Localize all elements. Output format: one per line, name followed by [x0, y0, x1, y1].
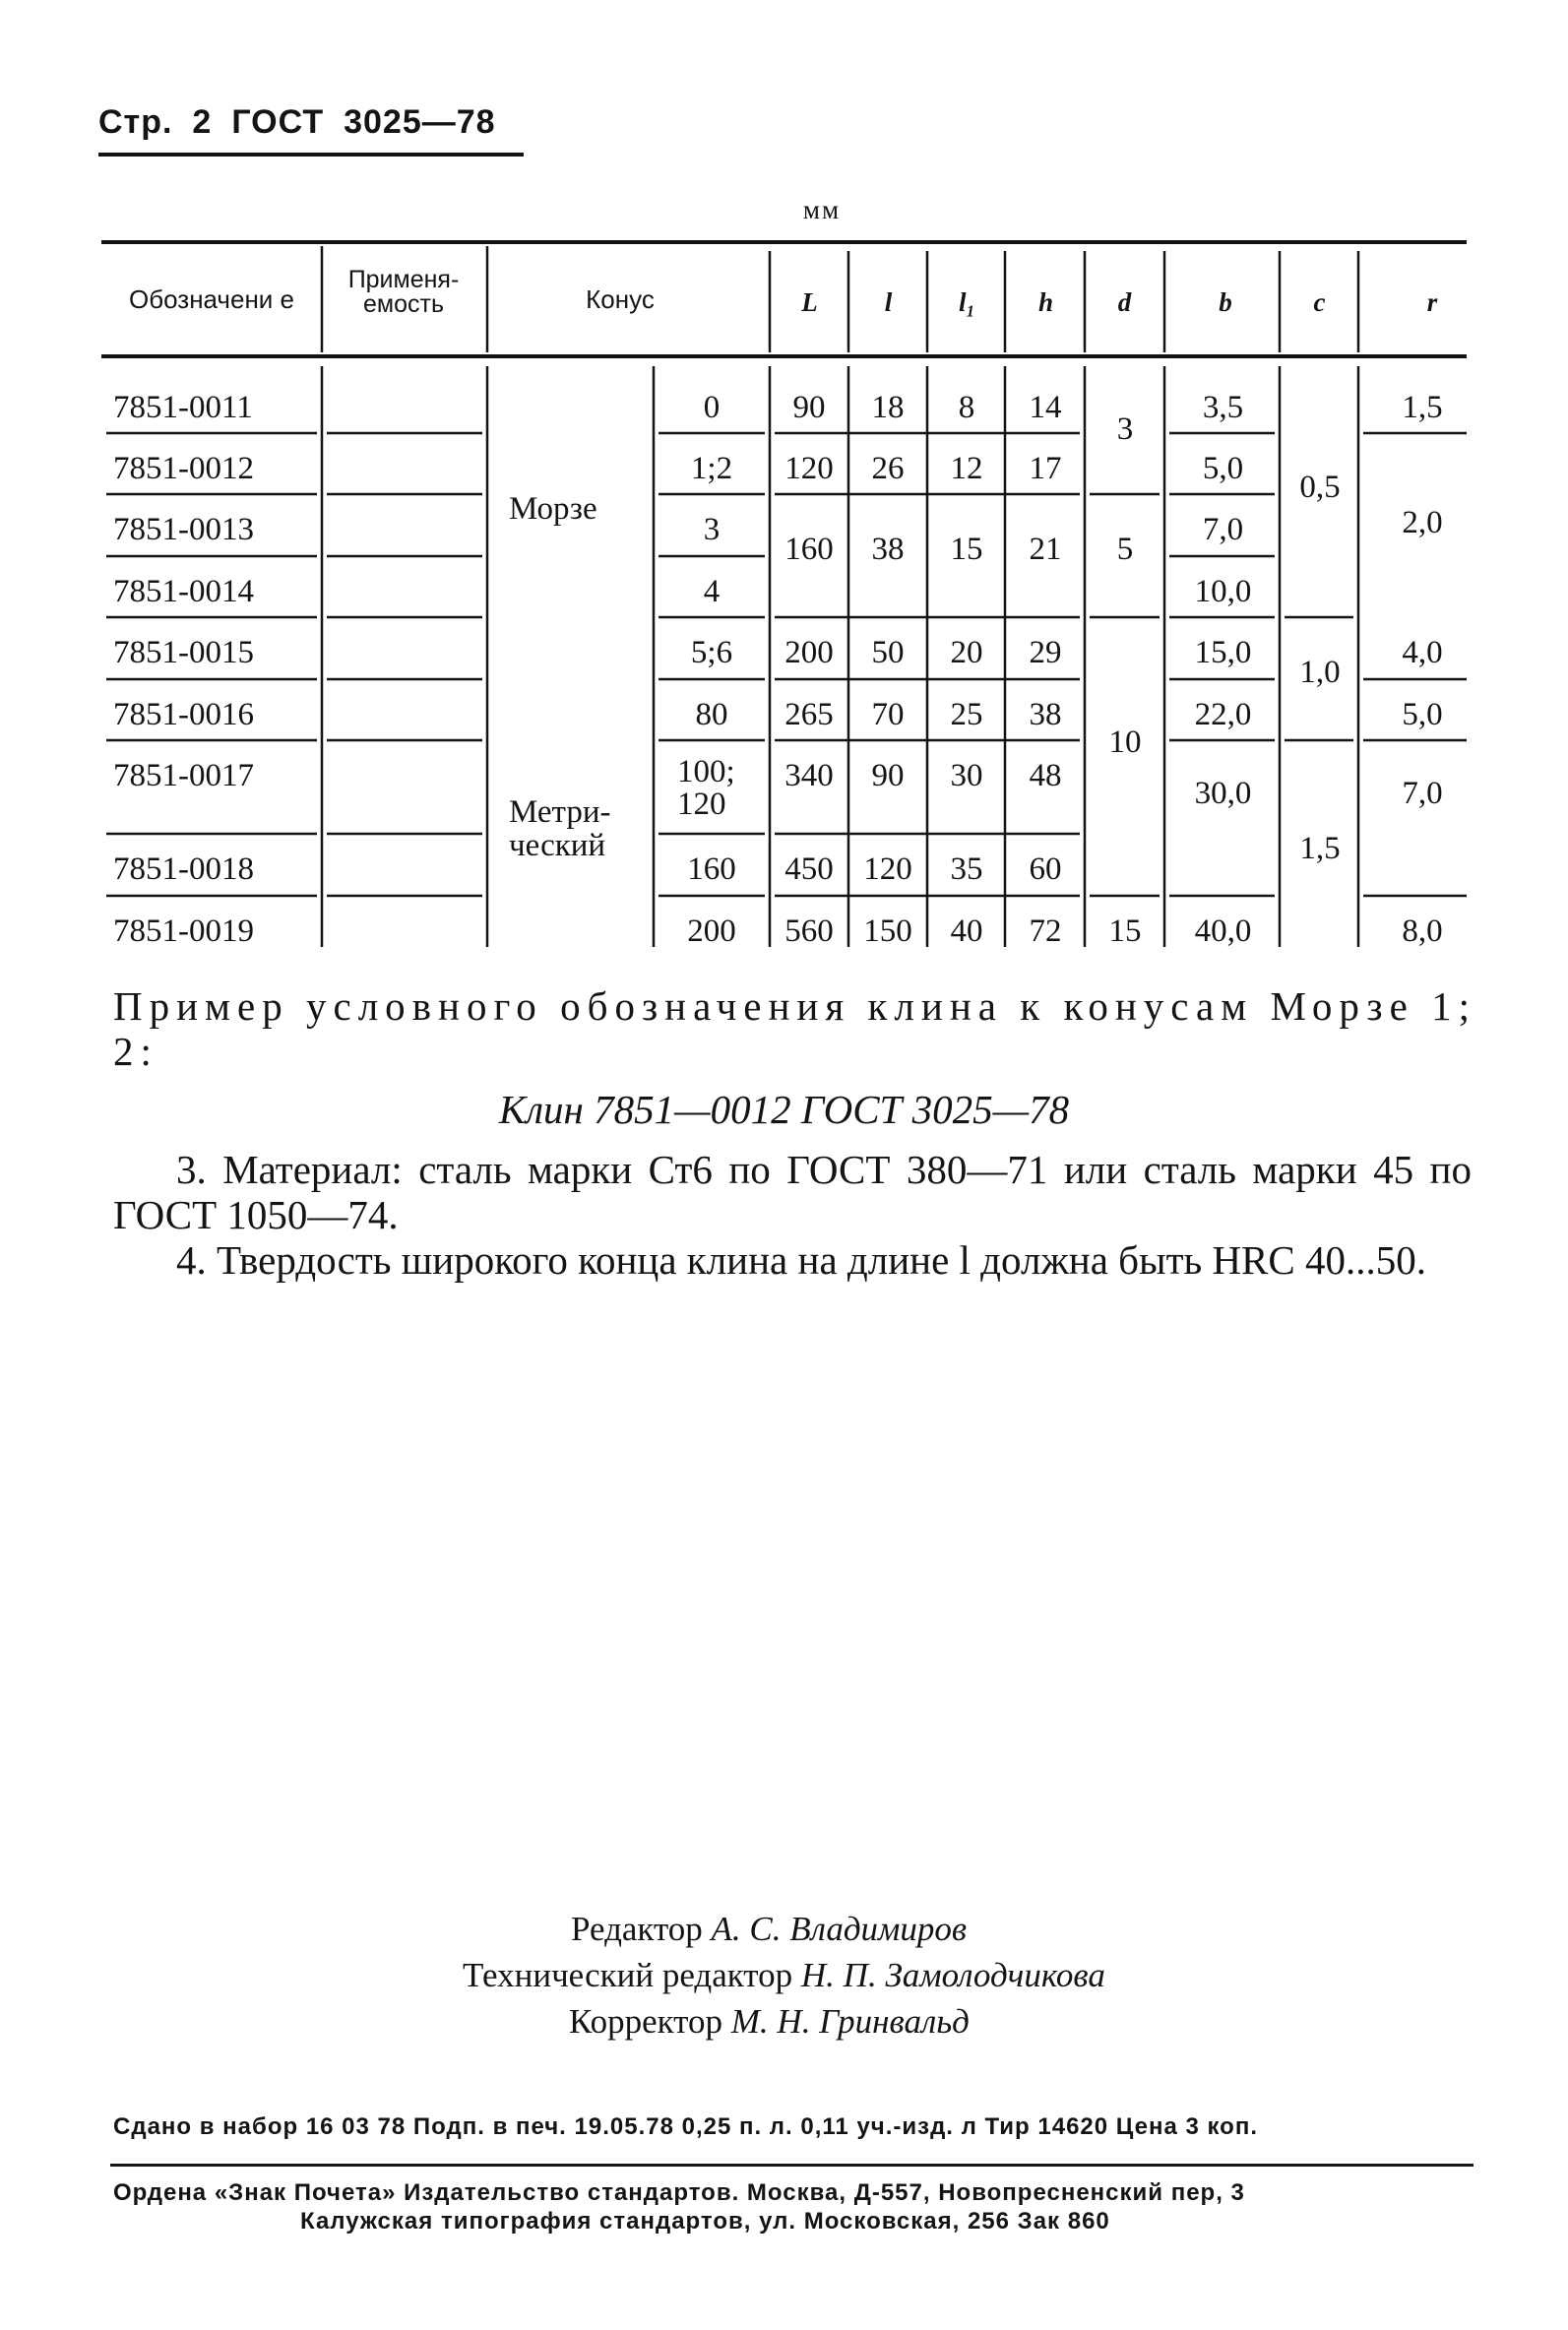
col-d-header: d: [1117, 287, 1132, 317]
table-cell-r: 1,5: [1402, 390, 1443, 425]
table-cell-designation: 7851-0011: [113, 390, 253, 425]
standard-number: 3025—78: [344, 103, 496, 141]
imprint-line-3: Калужская типография стандартов, ул. Московская, 256 Зак 860: [300, 2208, 1110, 2235]
table-cell-h: 38: [1029, 697, 1062, 732]
example-intro: Пример условного обозначения клина к конусам Морзе 1; 2:: [113, 983, 1476, 1074]
table-cell-b: 10,0: [1194, 574, 1252, 609]
table-cell-l1: 25: [950, 697, 983, 732]
table-cell-designation: 7851-0015: [113, 635, 254, 670]
table-unit: мм: [802, 195, 842, 224]
table-cell-h: 29: [1029, 635, 1062, 670]
table-cell-h: 72: [1029, 913, 1062, 949]
table-cell-L: 90: [792, 390, 826, 425]
table-cell-h: 17: [1029, 451, 1062, 486]
table-cell-b: 22,0: [1194, 697, 1252, 732]
table-cell-b: 30,0: [1194, 776, 1252, 811]
table-cell-c: 0,5: [1299, 470, 1341, 505]
table-cell-cone: 4: [703, 574, 721, 609]
imprint-rule: [110, 2164, 1474, 2167]
table-cell-b: 3,5: [1202, 390, 1244, 425]
table-cell-L: 160: [784, 532, 834, 567]
page-label: Стр.: [98, 103, 173, 141]
table-cell-cone: 80: [695, 697, 728, 732]
table-cell-l1: 15: [950, 532, 983, 567]
table-cell-b: 5,0: [1202, 451, 1244, 486]
table-cell-b: 15,0: [1194, 635, 1252, 670]
table-cell-r: 7,0: [1402, 776, 1443, 811]
tech-editor-name: Н. П. Замолодчикова: [800, 1956, 1105, 1994]
note-hardness: 4. Твердость широкого конца клина на длине l должна быть HRC 40...50.: [176, 1237, 1426, 1283]
table-cell-designation: 7851-0016: [113, 697, 254, 732]
table-cell-designation: 7851-0018: [113, 851, 254, 887]
table-cell-L: 265: [784, 697, 834, 732]
proofreader-label: Корректор: [569, 2002, 723, 2041]
table-cell-cone: 0: [703, 390, 721, 425]
table-cell-L: 120: [784, 451, 834, 486]
col-cone-header: Конус: [586, 284, 655, 314]
table-cell-l1: 8: [958, 390, 975, 425]
col-L-header: L: [801, 287, 818, 317]
table-cell-cone: 200: [687, 913, 736, 949]
table-cell-cone: 100; 120: [677, 754, 735, 822]
imprint-line-1: Сдано в набор 16 03 78 Подп. в печ. 19.05.78 0,25 п. л. 0,11 уч.-изд. л Тир 14620 Цена 3 коп.: [113, 2113, 1259, 2140]
credit-tech-editor: [463, 1956, 1105, 1995]
table-cell-h: 21: [1029, 532, 1062, 567]
table-cell-l: 26: [871, 451, 905, 486]
table-cell-designation: 7851-0013: [113, 512, 254, 547]
cone-group-metric: Метри- ческий: [509, 794, 611, 863]
proofreader-name: М. Н. Гринвальд: [730, 2002, 970, 2041]
table-cell-l: 90: [871, 758, 905, 793]
example-designation: Клин 7851—0012 ГОСТ 3025—78: [498, 1087, 1070, 1132]
table-cell-r: 2,0: [1402, 505, 1443, 540]
standard-label: ГОСТ: [231, 103, 325, 141]
page-number: 2: [192, 103, 213, 141]
table-cell-r: 8,0: [1402, 913, 1443, 949]
table-cell-L: 340: [784, 758, 834, 793]
credit-editor: [571, 1910, 967, 1949]
table-cell-cone: 160: [687, 851, 736, 887]
table-cell-l1: 40: [950, 913, 983, 949]
col-c-header: c: [1313, 287, 1326, 317]
table-cell-L: 450: [784, 851, 834, 887]
table-cell-cone: 1;2: [690, 451, 733, 486]
col-r-header: r: [1426, 287, 1438, 317]
table-cell-designation: 7851-0012: [113, 451, 254, 486]
table-cell-L: 200: [784, 635, 834, 670]
table-cell-c: 1,0: [1299, 655, 1341, 690]
table-cell-h: 60: [1029, 851, 1062, 887]
tech-editor-label: Технический редактор: [463, 1956, 793, 1994]
table-cell-designation: 7851-0019: [113, 913, 254, 949]
editor-label: Редактор: [571, 1910, 703, 1948]
table-cell-d: 15: [1108, 913, 1142, 949]
cone-group-morse: Морзе: [509, 491, 597, 527]
table-cell-L: 560: [784, 913, 834, 949]
col-h-header: h: [1037, 287, 1054, 317]
credit-proofreader: [569, 2002, 970, 2042]
table-cell-cone: 5;6: [690, 635, 733, 670]
table-cell-c: 1,5: [1299, 831, 1341, 866]
table-cell-l: 38: [871, 532, 905, 567]
note-material: 3. Материал: сталь марки Ст6 по ГОСТ 380—71 или сталь марки 45 по ГОСТ 1050—74.: [113, 1147, 1472, 1237]
table-cell-designation: 7851-0017: [113, 758, 254, 793]
table-cell-h: 14: [1029, 390, 1062, 425]
col-l-header: l: [884, 287, 893, 317]
table-cell-l1: 30: [950, 758, 983, 793]
table-cell-b: 40,0: [1194, 913, 1252, 949]
table-cell-l1: 12: [950, 451, 983, 486]
table-cell-d: 10: [1108, 724, 1142, 760]
table-cell-cone: 3: [703, 512, 721, 547]
table-cell-b: 7,0: [1202, 512, 1244, 547]
table-cell-d: 3: [1116, 411, 1134, 447]
table-cell-designation: 7851-0014: [113, 574, 254, 609]
table-cell-l: 70: [871, 697, 905, 732]
col-applicability-header: Применя- емость: [347, 266, 460, 318]
table-cell-l1: 20: [950, 635, 983, 670]
col-designation-header: Обозначени е: [128, 284, 295, 314]
col-l1-header: l₁: [959, 287, 975, 317]
imprint-line-2: Ордена «Знак Почета» Издательство стандартов. Москва, Д-557, Новопресненский пер, 3: [113, 2179, 1245, 2206]
table-cell-l1: 35: [950, 851, 983, 887]
table-cell-d: 5: [1116, 532, 1134, 567]
table-cell-l: 150: [863, 913, 912, 949]
table-cell-l: 120: [863, 851, 912, 887]
table-cell-h: 48: [1029, 758, 1062, 793]
table-cell-r: 5,0: [1402, 697, 1443, 732]
editor-name: А. С. Владимиров: [711, 1910, 968, 1948]
col-b-header: b: [1219, 287, 1232, 317]
table-cell-l: 18: [871, 390, 905, 425]
table-cell-l: 50: [871, 635, 905, 670]
table-cell-r: 4,0: [1402, 635, 1443, 670]
